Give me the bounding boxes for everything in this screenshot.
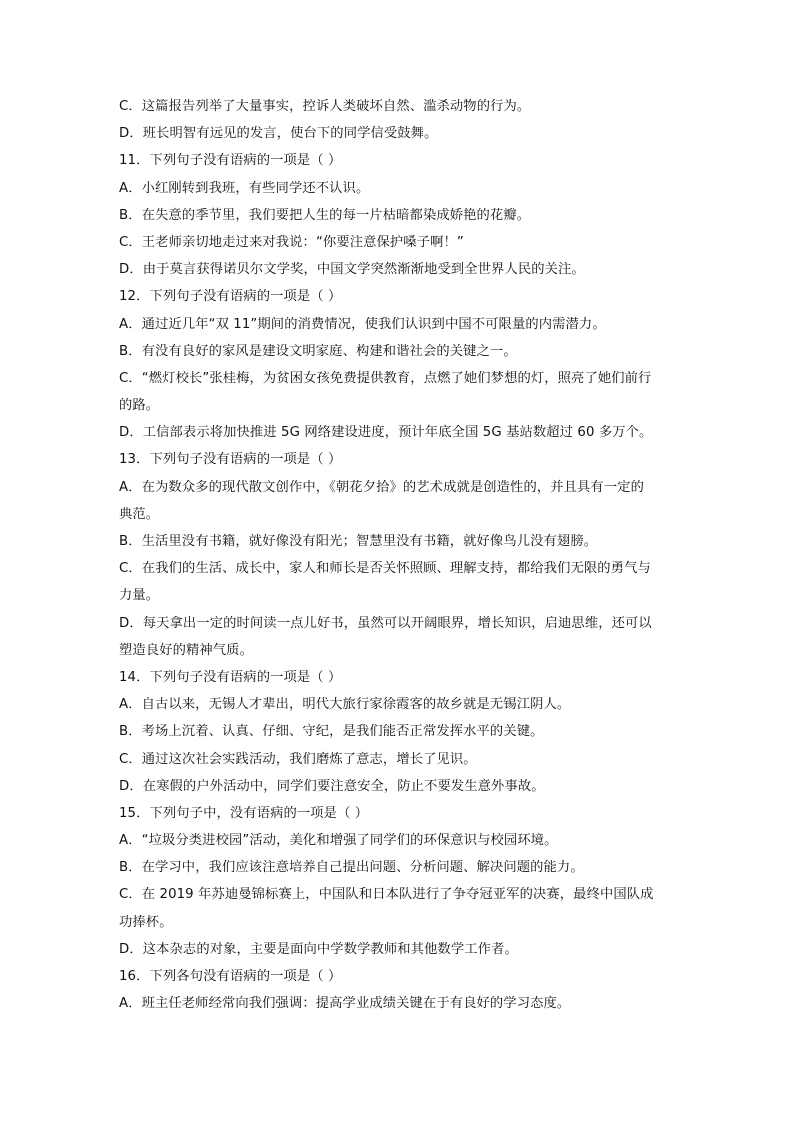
option-line: D．工信部表示将加快推进 5G 网络建设进度，预计年底全国 5G 基站数超过 60 多万个。 — [119, 425, 653, 441]
option-line: D．这本杂志的对象，主要是面向中学数学教师和其他数学工作者。 — [119, 941, 518, 957]
question-list — [119, 93, 679, 1017]
option-line: D．由于莫言获得诺贝尔文学奖，中国文学突然渐渐地受到全世界人民的关注。 — [119, 262, 585, 278]
option-continuation: 典范。 — [119, 506, 160, 522]
option-line: A．在为数众多的现代散文创作中，《朝花夕拾》的艺术成就是创造性的，并且具有一定的 — [119, 479, 645, 495]
option-line: C．王老师亲切地走过来对我说：“你要注意保护嗓子啊！” — [119, 234, 464, 250]
option-line: C．这篇报告列举了大量事实，控诉人类破坏自然、滥杀动物的行为。 — [119, 99, 531, 114]
option-line: C．在我们的生活、成长中，家人和师长是否关怀照顾、理解支持，都给我们无限的勇气与 — [119, 561, 651, 577]
option-line: B．有没有良好的家风是建设文明家庭、构建和谐社会的关键之一。 — [119, 343, 517, 359]
option-line: D．班长明智有远见的发言，使台下的同学信受鼓舞。 — [119, 126, 438, 142]
option-continuation: 的路。 — [119, 398, 160, 414]
question-stem: 12．下列句子没有语病的一项是（ ） — [119, 289, 342, 305]
option-line: C．通过这次社会实践活动，我们磨炼了意志，增长了见识。 — [119, 751, 477, 767]
option-line: B．生活里没有书籍，就好像没有阳光；智慧里没有书籍，就好像鸟儿没有翅膀。 — [119, 534, 598, 549]
question-stem: 14．下列句子没有语病的一项是（ ） — [119, 669, 342, 685]
option-line: A．自古以来，无锡人才辈出，明代大旅行家徐霞客的故乡就是无锡江阴人。 — [119, 697, 571, 713]
option-line: D．每天拿出一定的时间读一点儿好书，虽然可以开阔眼界，增长知识，启迪思维，还可以 — [119, 615, 652, 631]
option-line: C．在 2019 年苏迪曼锦标赛上，中国队和日本队进行了争夺冠亚军的决赛，最终中国队成 — [119, 887, 654, 903]
option-continuation: 塑造良好的精神气质。 — [119, 642, 253, 658]
question-stem: 13．下列句子没有语病的一项是（ ） — [119, 452, 342, 468]
option-line: A．“垃圾分类进校园”活动，美化和增强了同学们的环保意识与校园环境。 — [119, 833, 558, 849]
option-line: A．班主任老师经常向我们强调：提高学业成绩关键在于有良好的学习态度。 — [119, 996, 571, 1012]
option-line: A．小红刚转到我班，有些同学还不认识。 — [119, 180, 370, 196]
option-line: B．考场上沉着、认真、仔细、守纪，是我们能否正常发挥水平的关键。 — [119, 724, 544, 740]
option-line: D．在寒假的户外活动中，同学们要注意安全，防止不要发生意外事故。 — [119, 778, 545, 794]
question-stem: 11．下列句子没有语病的一项是（ ） — [119, 153, 342, 169]
option-line: A．通过近几年“双 11”期间的消费情况，使我们认识到中国不可限量的内需潜力。 — [119, 316, 606, 332]
option-line: B．在学习中，我们应该注意培养自己提出问题、分析问题、解决问题的能力。 — [119, 860, 584, 876]
option-line: C．“燃灯校长”张桂梅，为贫困女孩免费提供教育，点燃了她们梦想的灯，照亮了她们前行 — [119, 370, 652, 386]
option-line: B．在失意的季节里，我们要把人生的每一片枯暗都染成娇艳的花瓣。 — [119, 207, 531, 223]
question-stem: 16．下列各句没有语病的一项是（ ） — [119, 969, 342, 984]
option-continuation: 功捧杯。 — [119, 914, 173, 930]
option-continuation: 力量。 — [119, 588, 160, 604]
question-stem: 15．下列句子中，没有语病的一项是（ ） — [119, 805, 369, 821]
